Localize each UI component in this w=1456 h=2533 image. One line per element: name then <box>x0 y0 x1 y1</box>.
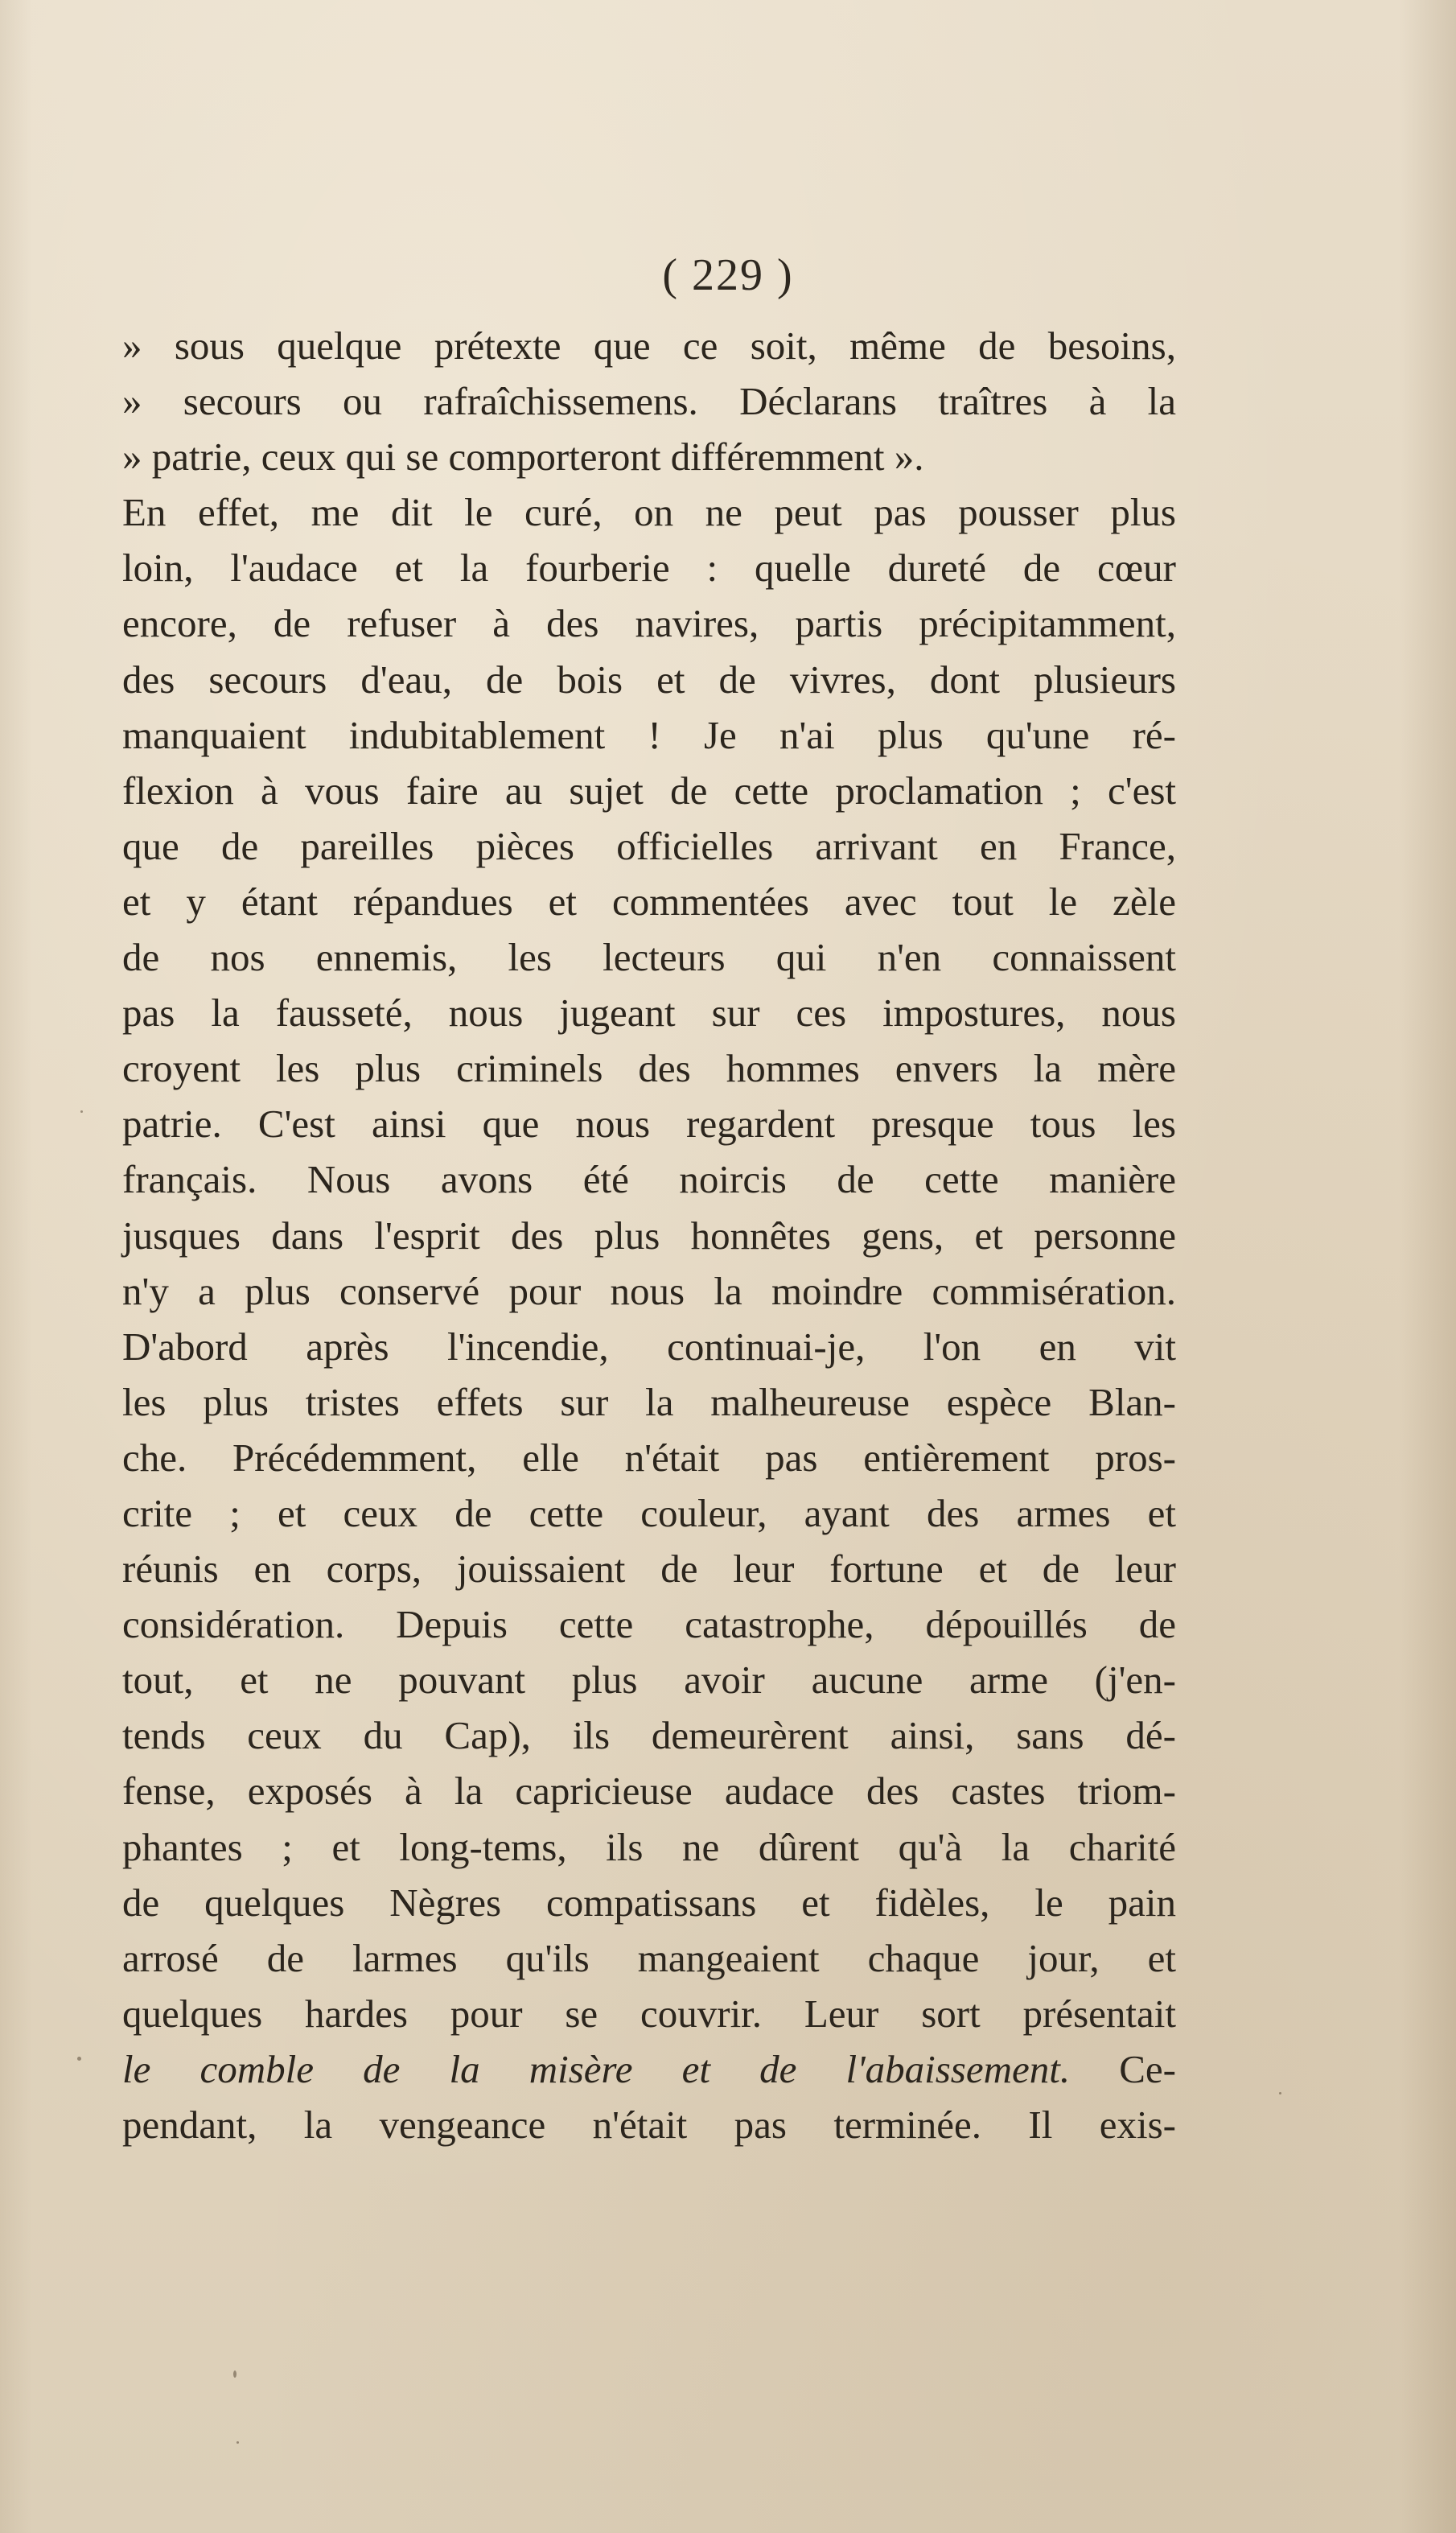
paper-speck <box>77 2057 81 2061</box>
text-line: de quelques Nègres compatissans et fidèles, le pain <box>122 1880 1176 1925</box>
text-line: des secours d'eau, de bois et de vivres, dont plusieurs <box>122 657 1176 702</box>
paper-speck <box>1279 2092 1281 2094</box>
text-line: flexion à vous faire au sujet de cette proclamation ; c'est <box>122 768 1176 813</box>
text-line-last: pendant, la vengeance n'était pas terminée. Il exis- <box>122 2103 1176 2147</box>
text-line: che. Précédemment, elle n'était pas entièrement pros- <box>122 1435 1176 1480</box>
text-line: que de pareilles pièces officielles arrivant en France, <box>122 823 1176 868</box>
text-line: encore, de refuser à des navires, partis précipitamment, <box>122 601 1176 646</box>
paper-speck <box>236 2441 239 2444</box>
text-line: D'abord après l'incendie, continuai-je, l'on en vit <box>122 1324 1176 1369</box>
text-line: manquaient indubitablement ! Je n'ai plus qu'une ré- <box>122 712 1176 757</box>
italic-phrase: le comble de la misère et de l'abaissement. <box>122 2046 1071 2091</box>
paper-speck <box>80 1110 83 1113</box>
text-line: considération. Depuis cette catastrophe, dépouillés de <box>122 1602 1176 1647</box>
text-line: » sous quelque prétexte que ce soit, même de besoins, <box>122 323 1176 368</box>
text-line: loin, l'audace et la fourberie : quelle dureté de cœur <box>122 546 1176 591</box>
text-line: jusques dans l'esprit des plus honnêtes gens, et personne <box>122 1213 1176 1258</box>
text-line: crite ; et ceux de cette couleur, ayant des armes et <box>122 1490 1176 1535</box>
body-text <box>122 318 1176 2152</box>
text-line: arrosé de larmes qu'ils mangeaient chaque jour, et <box>122 1935 1176 1980</box>
text-line: » patrie, ceux qui se comporteront différemment ». <box>122 435 924 480</box>
text-line: phantes ; et long-tems, ils ne dûrent qu'à la charité <box>122 1824 1176 1869</box>
text-line: En effet, me dit le curé, on ne peut pas pousser plus <box>122 490 1176 535</box>
text-line: patrie. C'est ainsi que nous regardent presque tous les <box>122 1102 1176 1147</box>
text-line: tends ceux du Cap), ils demeurèrent ainsi, sans dé- <box>122 1713 1176 1758</box>
text-line: quelques hardes pour se couvrir. Leur sort présentait <box>122 1991 1176 2036</box>
text-line: » secours ou rafraîchissemens. Déclarans traîtres à la <box>122 379 1176 424</box>
text-line: tout, et ne pouvant plus avoir aucune arme (j'en- <box>122 1658 1176 1703</box>
text-line: et y étant répandues et commentées avec tout le zèle <box>122 879 1176 924</box>
text-line: pas la fausseté, nous jugeant sur ces impostures, nous <box>122 991 1176 1036</box>
text-line: les plus tristes effets sur la malheureuse espèce Blan- <box>122 1379 1176 1424</box>
page-number: ( 229 ) <box>662 250 794 300</box>
line-continuation: Ce- <box>1070 2046 1176 2091</box>
text-line: fense, exposés à la capricieuse audace des castes triom- <box>122 1769 1176 1814</box>
page-left-shadow <box>0 0 32 2533</box>
text-line-italic <box>122 2041 1176 2097</box>
text-line: de nos ennemis, les lecteurs qui n'en connaissent <box>122 935 1176 980</box>
page-right-shadow <box>1400 0 1456 2533</box>
text-line: n'y a plus conservé pour nous la moindre commisération. <box>122 1268 1176 1313</box>
text-line: croyent les plus criminels des hommes envers la mère <box>122 1046 1176 1091</box>
text-line: français. Nous avons été noircis de cette manière <box>122 1157 1176 1202</box>
paper-speck <box>233 2370 236 2378</box>
text-line: réunis en corps, jouissaient de leur fortune et de leur <box>122 1547 1176 1592</box>
